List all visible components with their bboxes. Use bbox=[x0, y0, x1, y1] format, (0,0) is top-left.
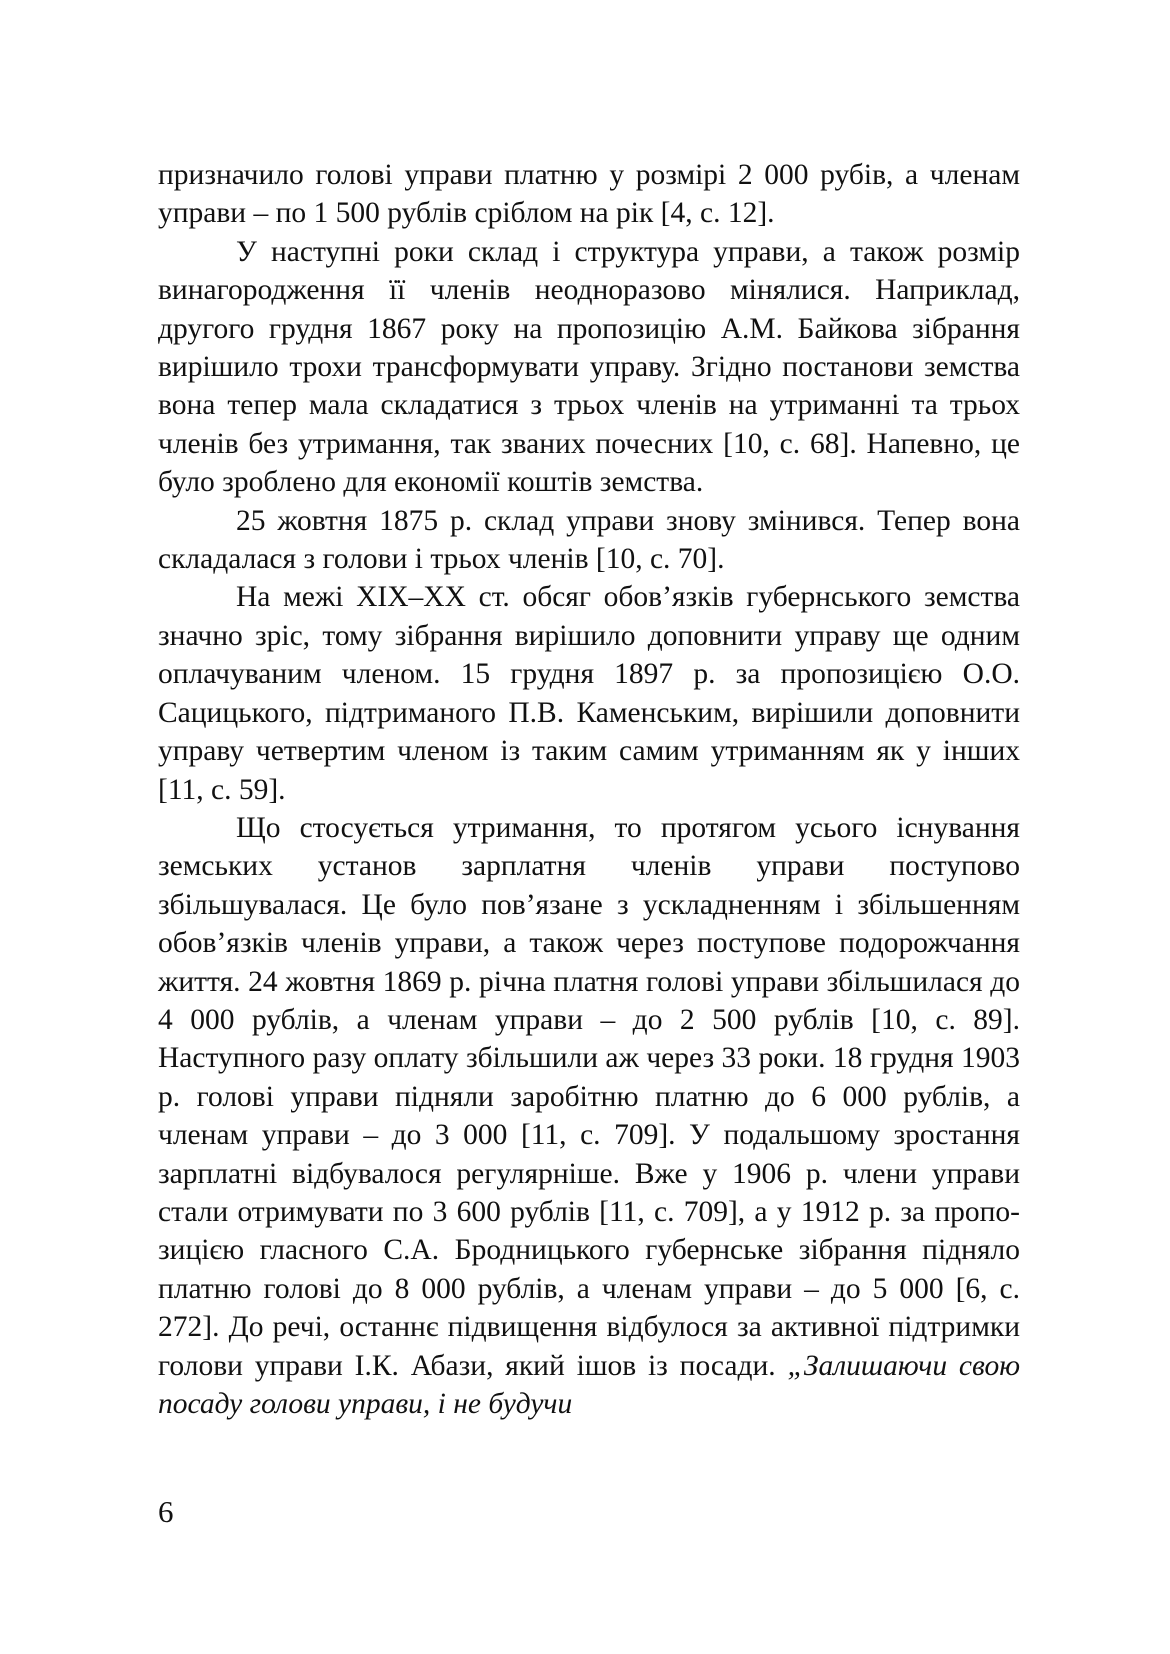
paragraph-4-text: На межі XIX–XX ст. обсяг обов’язків губернського земства значно зріс, тому зібрання вирішило доповнити управу ще одним оплачуваним членом. 15 грудня 1897 р. за пропозицією О.О. Сацицького, підтриманого П.В. Каменським, вирішили доповнити управу четвертим членом із таким самим утриманням як у інших [11, с. 59]. bbox=[158, 581, 1020, 806]
quote-start: „Залишаючи свою посаду голови управи, і не будучи bbox=[158, 1349, 1020, 1420]
paragraph-5-text: Що стосується утримання, то протягом усього існування земських установ зарплатня членів управи поступово збільшувалася. Це було пов’язане з ускладненням і збільшенням обов’язків членів управи, а також через поступове подорожчання життя. 24 жовтня 1869 р. річна платня голові управи збільшилася до 4 000 рублів, а членам управи – до 2 500 рублів [10, с. 89]. Наступного разу оплату збільшили аж через 33 роки. 18 грудня 1903 р. голові управи підняли заробітню платню до 6 000 рублів, а членам управи – до 3 000 [11, с. 709]. У подальшому зростання зарплатні відбувалося регулярніше. Вже у 1906 р. члени управи стали отримувати по 3 600 рублів [11, с. 709], а у 1912 р. за пропозицією гласного С.А. Бродницького губернське зібрання підняло платню голові до 8 000 рублів, а членам управи – до 5 000 [6, с. 272]. До речі, останнє підвищення відбулося за активної підтримки голови управи І.К. Абази, який ішов із посади. bbox=[158, 811, 1020, 1382]
paragraph-2-text: У наступні роки склад і структура управи, а також розмір винагородження її членів неодноразово мінялися. Наприклад, другого грудня 1867 року на пропозицію А.М. Байкова зібрання вирішило трохи трансформувати управу. Згідно постанови земства вона тепер мала складатися з трьох членів на утриманні та трьох членів без утримання, так званих почесних [10, с. 68]. Напевно, це було зроблено для економії коштів земства. bbox=[158, 235, 1020, 499]
paragraph-3 bbox=[158, 502, 1020, 579]
paragraph-3-text: 25 жовтня 1875 р. склад управи знову змінився. Тепер вона складалася з голови і трьох членів [10, с. 70]. bbox=[158, 504, 1020, 576]
page-number: 6 bbox=[158, 1494, 174, 1529]
paragraph-5 bbox=[158, 809, 1020, 1424]
paragraph-4 bbox=[158, 578, 1020, 808]
paragraph-1-text: призначило голові управи платню у розмірі 2 000 рубів, а членам управи – по 1 500 рублів сріблом на рік [4, с. 12]. bbox=[158, 159, 1020, 230]
paragraph-2 bbox=[158, 233, 1020, 502]
body-text bbox=[158, 156, 1020, 1423]
paragraph-1 bbox=[158, 156, 1020, 233]
